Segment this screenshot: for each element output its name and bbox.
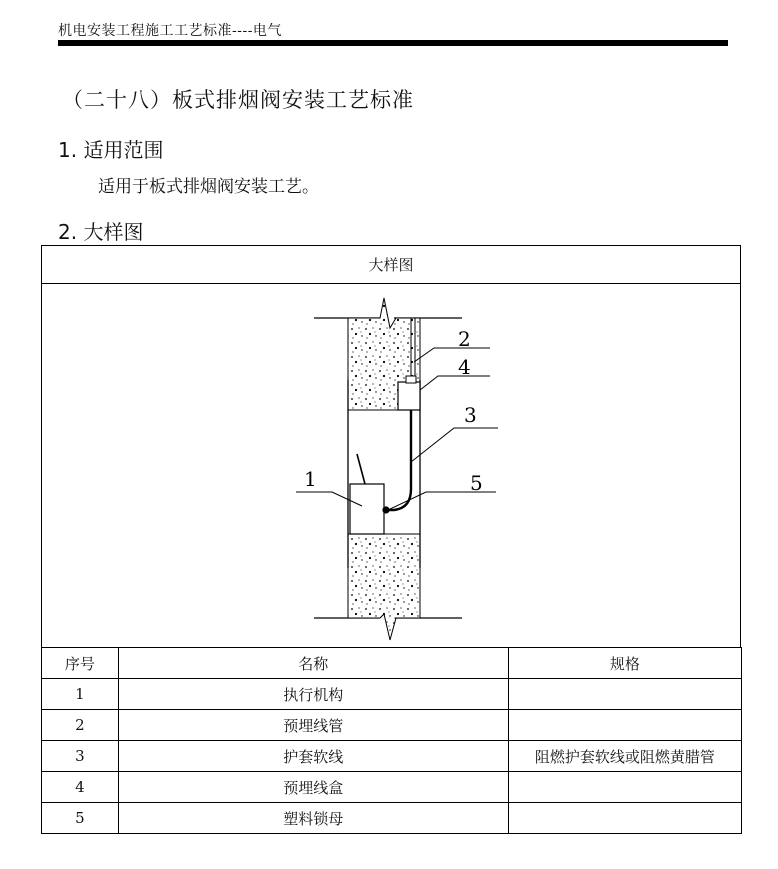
cell-spec	[508, 803, 741, 834]
section-heading-detail: 2. 大样图	[58, 220, 144, 244]
cell-spec	[508, 710, 741, 741]
callout-5: 5	[470, 471, 483, 495]
cell-index: 5	[42, 803, 119, 834]
leader-line-4	[420, 376, 490, 390]
section-heading-scope: 1. 适用范围	[58, 138, 164, 162]
page-title: （二十八）板式排烟阀安装工艺标准	[62, 88, 414, 112]
detail-drawing-box	[41, 245, 741, 648]
cell-spec: 阻燃护套软线或阻燃黄腊管	[508, 741, 741, 772]
cell-spec	[508, 772, 741, 803]
callout-2: 2	[458, 327, 471, 351]
actuator-lever	[357, 454, 365, 484]
callout-1: 1	[304, 467, 317, 491]
cell-name: 预埋线管	[118, 710, 508, 741]
leader-line-2	[414, 348, 490, 362]
lower-concrete-wall	[348, 534, 420, 640]
cell-index: 2	[42, 710, 119, 741]
cell-name: 护套软线	[118, 741, 508, 772]
actuator-body	[350, 484, 384, 534]
header-rule	[58, 40, 728, 46]
cell-spec	[508, 679, 741, 710]
table-row	[42, 679, 742, 710]
callout-4: 4	[458, 355, 471, 379]
sheathed-flexible-cable	[388, 410, 411, 510]
cell-name: 执行机构	[118, 679, 508, 710]
cell-index: 1	[42, 679, 119, 710]
column-header-spec: 规格	[508, 648, 741, 679]
parts-table-header-row	[42, 648, 742, 679]
junction-box-nipple	[406, 376, 416, 383]
table-row	[42, 803, 742, 834]
cell-name: 塑料锁母	[118, 803, 508, 834]
detail-caption: 大样图	[42, 246, 740, 284]
embedded-junction-box	[398, 382, 420, 410]
cell-name: 预埋线盒	[118, 772, 508, 803]
table-row	[42, 710, 742, 741]
section-text-scope: 适用于板式排烟阀安装工艺。	[98, 177, 319, 197]
cell-index: 4	[42, 772, 119, 803]
callout-3: 3	[464, 403, 477, 427]
cell-index: 3	[42, 741, 119, 772]
column-header-name: 名称	[118, 648, 508, 679]
running-header: 机电安装工程施工工艺标准----电气	[58, 23, 282, 39]
column-header-index: 序号	[42, 648, 119, 679]
table-row	[42, 741, 742, 772]
parts-table	[41, 647, 742, 834]
smoke-valve-detail-drawing	[42, 284, 742, 648]
table-row	[42, 772, 742, 803]
leader-line-3	[411, 428, 498, 462]
